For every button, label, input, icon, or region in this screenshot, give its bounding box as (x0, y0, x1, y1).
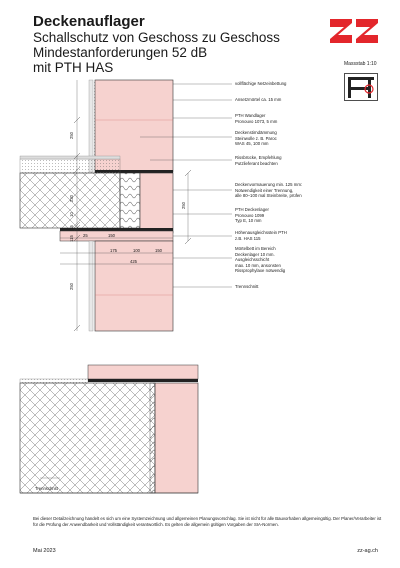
website-link[interactable]: zz-ag.ch (357, 548, 378, 554)
label-wandlager: PTH Wandlager Pronouvo 1073, 5 mm (235, 113, 278, 124)
dim-h-25: 25 (83, 233, 88, 238)
footnote: Bei dieser Detailzeichnung handelt es sich um eine Systemzeichnung und allgemeinen Planungsvorschlag. Sie ist nicht für alle Bauvorhaben allgemeingültig. Der Planer/Verarbeiter ist für die Prüfung der Anwendbarkeit und Vollständigkeit verantwortlich. Es gelten die allgemein gültigen Vorgaben der SIA-Normen. (33, 516, 382, 527)
subtitle-line-2: Mindestanforderungen 52 dB (33, 45, 208, 60)
dim-left-5: 115 (68, 235, 74, 242)
dim-left-4: 15 (68, 225, 74, 230)
label-deckenlager: PTH Deckenlager Pronouvo 1099 Typ E, 10 mm (235, 207, 269, 224)
label-deckenvormauerung: Deckenvormauerung min. 125 mm: Notwendigkeit einer Trennung, alle 80–100 mal Steinbreite, prüfen (235, 182, 303, 199)
scale-label: Massstab 1:10 (344, 61, 377, 67)
dim-h-175: 175 (110, 248, 117, 253)
label-moertelbett: Mörtelbett im Bereich Deckenlager 10 mm. Ausgleichsschicht max. 10 mm, ansonsten Rissprophylaxe notwendig (235, 246, 286, 274)
subtitle-line-1: Schallschutz von Geschoss zu Geschoss (33, 30, 280, 45)
label-netzeinbettung: vollflächige Netzeinbettung (235, 81, 287, 86)
page-title: Deckenauflager (33, 13, 145, 30)
dim-left-6: 250 (69, 283, 74, 290)
dim-left-3: 10 (68, 212, 74, 217)
label-rissbruecke: Rissbrücke, Empfehlung Putzlieferant beachten (235, 155, 282, 166)
label-ansetzmoertel: Ansetzmörtel ca. 15 mm (235, 97, 282, 102)
dim-h-425: 425 (130, 259, 137, 264)
detail-trennschnitt-label: Trennschnitt (35, 486, 58, 491)
dim-left-1: 250 (69, 132, 74, 139)
subtitle-line-3: mit PTH HAS (33, 60, 114, 75)
dim-left-2: 230 (69, 195, 74, 202)
date: Mai 2023 (33, 548, 56, 554)
dim-h-150b: 150 (155, 248, 162, 253)
label-trennschnitt: Trennschnitt (235, 284, 259, 289)
label-hoehenausgleichsstein: Höhenausgleichsstein PTH z.B. HAS 115 (235, 230, 287, 241)
dim-slab-right: 250 (181, 202, 186, 209)
label-deckenstirndaemmung: Deckenstirndämmung Steinwolle z. B. Paroc WAS 45, 100 mm (235, 130, 277, 147)
dim-h-150a: 150 (108, 233, 115, 238)
dim-h-100: 100 (133, 248, 140, 253)
